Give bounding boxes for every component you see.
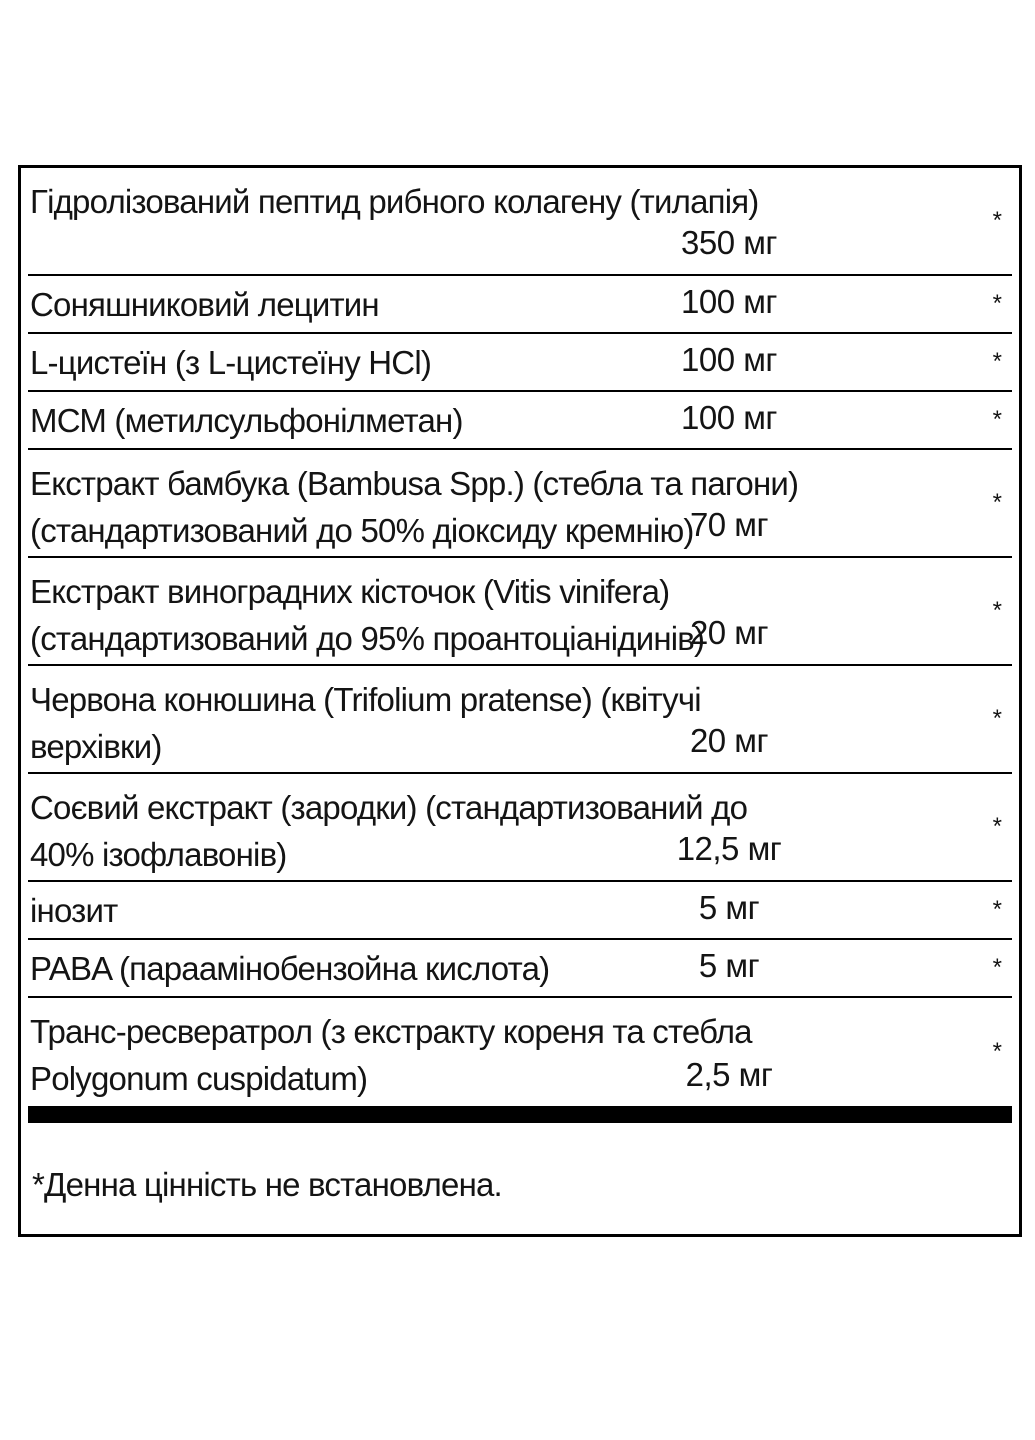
daily-value-asterisk: *: [992, 348, 1002, 375]
ingredient-row: [28, 940, 1012, 998]
ingredient-amount: 5 мг: [698, 889, 760, 926]
ingredient-name-line: Екстракт бамбука (Bambusa Spp.) (стебла та пагони): [30, 465, 799, 502]
ingredient-row: [28, 334, 1012, 392]
ingredient-name: [30, 339, 431, 386]
ingredient-name-line: верхівки): [30, 728, 162, 765]
ingredient-name-line: Соєвий екстракт (зародки) (стандартизований до: [30, 789, 748, 826]
daily-value-footnote: *Денна цінність не встановлена.: [32, 1166, 502, 1203]
ingredient-amount: 2,5 мг: [685, 1056, 773, 1093]
ingredient-name: [30, 568, 1012, 662]
ingredient-row: [28, 276, 1012, 334]
supplement-facts-table: [18, 165, 1022, 1237]
ingredient-row: [28, 774, 1012, 882]
daily-value-asterisk: *: [992, 406, 1002, 433]
ingredient-amount: 5 мг: [698, 947, 760, 984]
divider-bar: [28, 1106, 1012, 1123]
ingredient-name: [30, 178, 1012, 225]
daily-value-asterisk: *: [992, 207, 1002, 234]
ingredient-amount: 350 мг: [681, 224, 777, 261]
daily-value-asterisk: *: [992, 813, 1002, 840]
daily-value-asterisk: *: [992, 489, 1002, 516]
ingredient-row: [28, 168, 1012, 276]
ingredient-name: [30, 676, 1012, 770]
daily-value-asterisk: *: [992, 597, 1002, 624]
ingredient-name-line: Polygonum cuspidatum): [30, 1060, 368, 1097]
ingredient-name-line: Екстракт виноградних кісточок (Vitis vinifera): [30, 573, 670, 610]
daily-value-asterisk: *: [992, 290, 1002, 317]
ingredient-name-line: (стандартизований до 95% проантоціанідинів): [30, 620, 705, 657]
daily-value-asterisk: *: [992, 954, 1002, 981]
ingredient-name: [30, 1008, 1012, 1102]
ingredient-amount: 100 мг: [681, 341, 777, 378]
ingredient-amount: 100 мг: [681, 399, 777, 436]
ingredient-row: [28, 392, 1012, 450]
ingredient-name: [30, 945, 549, 992]
daily-value-asterisk: *: [992, 896, 1002, 923]
daily-value-asterisk: *: [992, 705, 1002, 732]
ingredient-name-line: Транс-ресвератрол (з екстракту кореня та стебла: [30, 1013, 752, 1050]
ingredient-name: [30, 397, 463, 444]
ingredient-name-line: інозит: [30, 891, 118, 929]
ingredient-row: [28, 558, 1012, 666]
ingredient-name: [30, 281, 379, 328]
ingredient-name-line: Соняшниковий лецитин: [30, 285, 379, 323]
ingredient-row: [28, 882, 1012, 940]
ingredient-name-line: МСМ (метилсульфонілметан): [30, 401, 463, 439]
ingredient-name-line: (стандартизований до 50% діоксиду кремнію): [30, 512, 694, 549]
ingredient-row: [28, 998, 1012, 1106]
ingredient-name-line: Червона конюшина (Trifolium pratense) (квітучі: [30, 681, 701, 718]
ingredient-name-line: PABA (параамінобензойна кислота): [30, 949, 550, 987]
ingredient-row: [28, 450, 1012, 558]
ingredient-amount: 70 мг: [689, 506, 769, 543]
ingredient-name-line: Гідролізований пептид рибного колагену (тилапія): [30, 183, 759, 220]
ingredient-name-line: 40% ізофлавонів): [30, 836, 287, 873]
ingredient-name: [30, 784, 1012, 878]
ingredient-row: [28, 666, 1012, 774]
ingredient-amount: 20 мг: [689, 722, 769, 759]
daily-value-asterisk: *: [992, 1038, 1002, 1065]
ingredient-name-line: L-цистеїн (з L-цистеїну HCl): [30, 343, 432, 381]
ingredient-amount: 20 мг: [689, 614, 769, 651]
ingredient-amount: 12,5 мг: [676, 830, 782, 867]
ingredient-rows: [28, 168, 1012, 1106]
ingredient-name: [30, 887, 117, 934]
ingredient-amount: 100 мг: [681, 283, 777, 320]
ingredient-name: [30, 460, 1012, 554]
